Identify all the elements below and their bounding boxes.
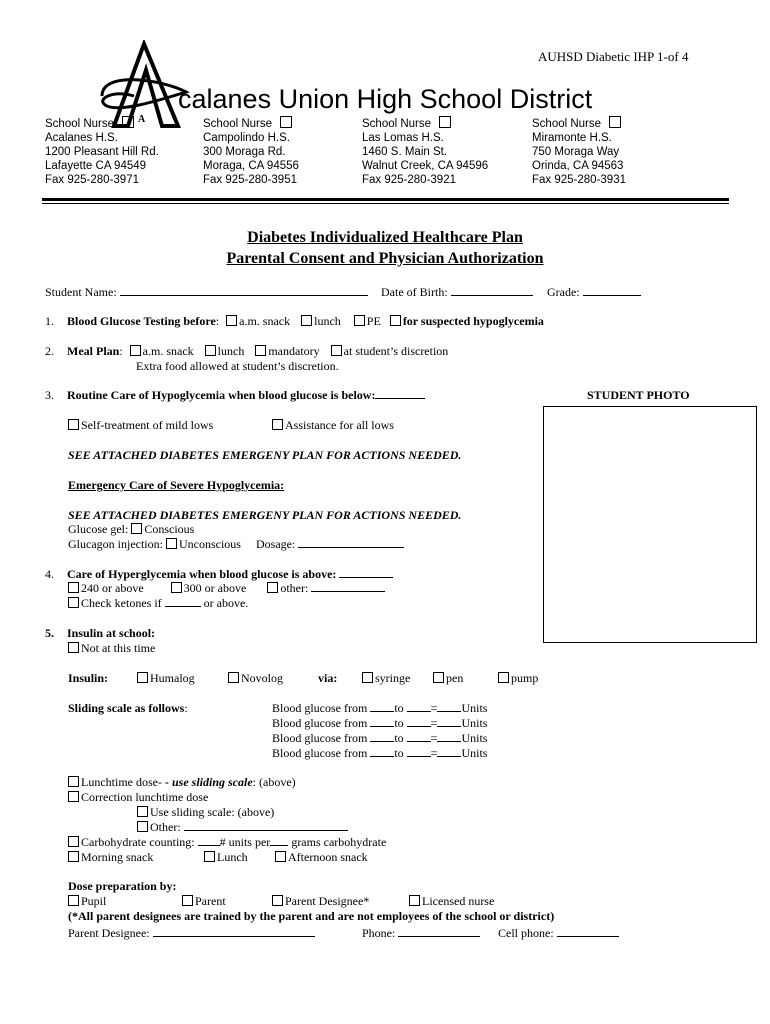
checkbox[interactable] (301, 315, 312, 326)
humalog-option: Humalog (137, 671, 195, 686)
carb-counting-option: Carbohydrate counting: # units per grams carbohydrate (68, 835, 386, 850)
sliding-row: Blood glucose from to = Units (272, 701, 488, 715)
use-sliding-option: Use sliding scale: (above) (137, 805, 274, 820)
designee-note: (*All parent designees are trained by the parent and are not employees of the school or district) (68, 909, 555, 923)
nurse-checkbox[interactable] (439, 116, 451, 128)
bg-from-field[interactable] (370, 716, 394, 727)
lunchtime-dose-option: Lunchtime dose- - use sliding scale: (above) (68, 775, 296, 790)
hyper-threshold-field[interactable] (339, 567, 393, 578)
checkbox[interactable] (433, 672, 444, 683)
morning-snack-option: Morning snack (68, 850, 153, 865)
checkbox[interactable] (68, 597, 79, 608)
emergency-plan-note-2: SEE ATTACHED DIABETES EMERGENY PLAN FOR ACTIONS NEEDED. (68, 508, 462, 522)
pupil-option: Pupil (68, 894, 106, 909)
checkbox[interactable] (331, 345, 342, 356)
syringe-option: syringe (362, 671, 410, 686)
units-field[interactable] (437, 731, 461, 742)
header-divider (42, 198, 729, 201)
grade-field[interactable] (583, 285, 641, 296)
dosage-field[interactable] (298, 537, 404, 548)
emergency-plan-note: SEE ATTACHED DIABETES EMERGENY PLAN FOR ACTIONS NEEDED. (68, 448, 462, 462)
checkbox[interactable] (182, 895, 193, 906)
section-4: 4. Care of Hyperglycemia when blood glucose is above: (45, 567, 393, 582)
bg-to-field[interactable] (407, 731, 431, 742)
bg-from-field[interactable] (370, 746, 394, 757)
checkbox[interactable] (166, 538, 177, 549)
ketones-row: Check ketones if or above. (68, 596, 248, 611)
checkbox[interactable] (137, 821, 148, 832)
nurse-block-acalanes: School Nurse Acalanes H.S. 1200 Pleasant Hill Rd. Lafayette CA 94549 Fax 925-280-3971 (45, 118, 159, 186)
checkbox[interactable] (68, 776, 79, 787)
other-option: Other: (137, 820, 348, 835)
phone-field[interactable] (398, 926, 480, 937)
section-5: 5. Insulin at school: (45, 626, 156, 640)
other-field[interactable] (184, 820, 348, 831)
sliding-row: Blood glucose from to = Units (272, 731, 488, 745)
bg-to-field[interactable] (407, 716, 431, 727)
glucose-gel-row: Glucose gel: Conscious (68, 522, 195, 536)
checkbox[interactable] (131, 523, 142, 534)
student-photo-box[interactable] (543, 406, 757, 643)
checkbox[interactable] (205, 345, 216, 356)
checkbox[interactable] (267, 582, 278, 593)
checkbox[interactable] (130, 345, 141, 356)
units-field[interactable] (437, 716, 461, 727)
correction-dose-option: Correction lunchtime dose (68, 790, 208, 805)
student-name-field[interactable] (120, 285, 368, 296)
section-3: 3. Routine Care of Hypoglycemia when blood glucose is below: (45, 388, 425, 403)
pen-option: pen (433, 671, 463, 686)
checkbox[interactable] (226, 315, 237, 326)
bg-to-field[interactable] (407, 746, 431, 757)
form-subtitle: Parental Consent and Physician Authorization (226, 250, 544, 267)
checkbox[interactable] (498, 672, 509, 683)
insulin-label: Insulin: (68, 671, 109, 685)
parent-option: Parent (182, 894, 226, 909)
checkbox[interactable] (68, 582, 79, 593)
hyper-options: 240 or above 300 or above other: (68, 581, 385, 596)
checkbox[interactable] (272, 419, 283, 430)
header-divider-thin (42, 203, 729, 204)
checkbox[interactable] (204, 851, 215, 862)
form-title: Diabetes Individualized Healthcare Plan (247, 229, 523, 246)
dose-prep-heading: Dose preparation by: (68, 879, 177, 893)
designee-row: Parent Designee: (68, 926, 315, 941)
checkbox[interactable] (68, 419, 79, 430)
checkbox[interactable] (137, 672, 148, 683)
checkbox[interactable] (275, 851, 286, 862)
licensed-nurse-option: Licensed nurse (409, 894, 494, 909)
section-1: 1. Blood Glucose Testing before: a.m. snack lunch PE for suspected hypoglycemia (45, 314, 544, 328)
checkbox[interactable] (228, 672, 239, 683)
cell-row: Cell phone: (498, 926, 619, 941)
student-name-row: Student Name: (45, 285, 368, 300)
phone-row: Phone: (362, 926, 480, 941)
designee-field[interactable] (153, 926, 315, 937)
glucagon-row: Glucagon injection: Unconscious Dosage: (68, 537, 404, 552)
hyper-other-field[interactable] (311, 581, 385, 592)
checkbox[interactable] (272, 895, 283, 906)
checkbox[interactable] (137, 806, 148, 817)
checkbox[interactable] (255, 345, 266, 356)
document-id: AUHSD Diabetic IHP 1-of 4 (538, 49, 689, 64)
checkbox[interactable] (362, 672, 373, 683)
grade-row: Grade: (547, 285, 641, 300)
nurse-checkbox[interactable] (122, 116, 134, 128)
afternoon-snack-option: Afternoon snack (275, 850, 368, 865)
checkbox[interactable] (354, 315, 365, 326)
bg-to-field[interactable] (407, 701, 431, 712)
pump-option: pump (498, 671, 538, 686)
checkbox[interactable] (68, 642, 79, 653)
checkbox[interactable] (68, 851, 79, 862)
district-name: calanes Union High School District (178, 84, 593, 114)
nurse-block-miramonte: School Nurse Miramonte H.S. 750 Moraga Way Orinda, CA 94563 Fax 925-280-3931 (532, 118, 626, 186)
dob-field[interactable] (451, 285, 533, 296)
sliding-row: Blood glucose from to = Units (272, 716, 488, 730)
bg-from-field[interactable] (370, 731, 394, 742)
sliding-scale-label: Sliding scale as follows: (68, 701, 188, 715)
ketones-field[interactable] (165, 596, 201, 607)
via-label: via: (318, 671, 338, 685)
checkbox[interactable] (409, 895, 420, 906)
carb-units-field[interactable] (198, 835, 220, 846)
cell-field[interactable] (557, 926, 619, 937)
checkbox[interactable] (68, 791, 79, 802)
assistance-option: Assistance for all lows (272, 418, 394, 433)
units-field[interactable] (437, 701, 461, 712)
nurse-checkbox[interactable] (609, 116, 621, 128)
bg-from-field[interactable] (370, 701, 394, 712)
not-at-this-time-option: Not at this time (68, 641, 155, 656)
section-2: 2. Meal Plan: a.m. snack lunch mandatory at student’s discretion (45, 344, 449, 358)
checkbox[interactable] (390, 315, 401, 326)
extra-food-text: Extra food allowed at student’s discretion. (136, 359, 339, 373)
self-treatment-option: Self-treatment of mild lows (68, 418, 213, 433)
dob-row: Date of Birth: (381, 285, 533, 300)
novolog-option: Novolog (228, 671, 283, 686)
parent-designee-option: Parent Designee* (272, 894, 369, 909)
student-photo-label: STUDENT PHOTO (587, 388, 690, 402)
lunch-option: Lunch (204, 850, 248, 865)
carb-grams-field[interactable] (270, 835, 288, 846)
checkbox[interactable] (171, 582, 182, 593)
emergency-care-heading: Emergency Care of Severe Hypoglycemia: (68, 478, 285, 492)
nurse-block-campolindo: School Nurse Campolindo H.S. 300 Moraga Rd. Moraga, CA 94556 Fax 925-280-3951 (203, 118, 299, 186)
checkbox[interactable] (68, 895, 79, 906)
units-field[interactable] (437, 746, 461, 757)
checkbox[interactable] (68, 836, 79, 847)
nurse-checkbox[interactable] (280, 116, 292, 128)
hypo-threshold-field[interactable] (375, 388, 425, 399)
nurse-block-las-lomas: School Nurse Las Lomas H.S. 1460 S. Main St. Walnut Creek, CA 94596 Fax 925-280-3921 (362, 118, 489, 186)
logo-letter: A (138, 114, 146, 125)
sliding-row: Blood glucose from to = Units (272, 746, 488, 760)
